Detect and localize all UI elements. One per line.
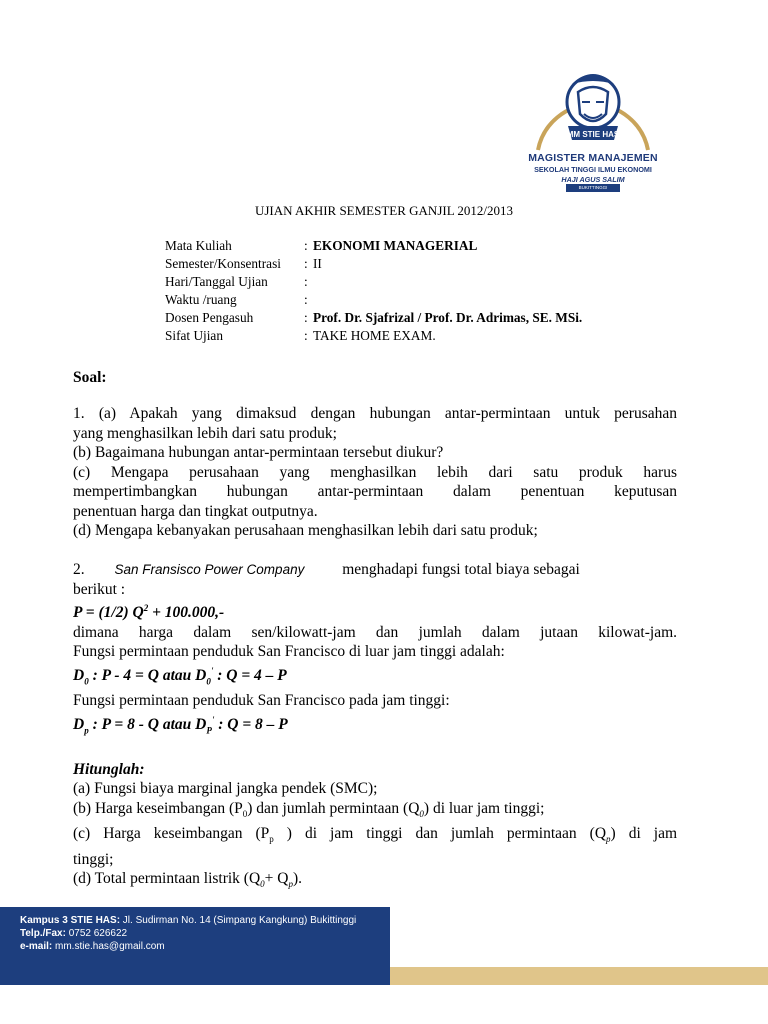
svg-text:MM STIE HAS: MM STIE HAS xyxy=(566,130,620,139)
info-label: Dosen Pengasuh xyxy=(165,310,254,325)
q2-cost-function: P = (1/2) $Q^2 + 100.000,-$ xyxy=(73,603,225,622)
q2-peak-intro: Fungsi permintaan penduduk San Francisco pada jam tinggi: xyxy=(73,692,450,710)
exam-title: UJIAN AKHIR SEMESTER GANJIL 2012/2013 xyxy=(254,203,514,218)
q2-offpeak-intro: Fungsi permintaan penduduk San Francisco di luar jam tinggi adalah: xyxy=(73,643,505,661)
logo-line-magister: MAGISTER MANAJEMEN xyxy=(528,152,658,164)
q2-d: (d) Total permintaan listrik $(Q_0+ Q_p)$. xyxy=(73,870,303,890)
footer-telp: Telp./Fax: 0752 626622 xyxy=(20,928,128,939)
institution-logo xyxy=(528,62,658,198)
q2-company: San Fransisco Power Company xyxy=(114,562,305,577)
q1-c-line1: (c) Mengapa perusahaan yang menghasilkan lebih dari satu produk harus xyxy=(73,463,677,481)
info-row-semester: Semester/Konsentrasi : II xyxy=(165,256,322,271)
exam-info xyxy=(165,237,582,345)
q2-description: dimana harga dalam sen/kilowatt-jam dan jumlah dalam jutaan kilowat-jam. xyxy=(73,623,677,641)
logo-line-school: SEKOLAH TINGGI ILMU EKONOMI xyxy=(534,165,652,174)
q1-c-line2: mempertimbangkan hubungan antar-permintaan dalam penentuan keputusan xyxy=(73,483,677,500)
q1-a-line2: yang menghasilkan lebih dari satu produk; xyxy=(73,424,337,442)
info-label: Waktu /ruang xyxy=(165,292,237,307)
info-value: II xyxy=(313,256,322,271)
soal-heading: Soal: xyxy=(73,369,107,386)
logo-line-city: BUKITTINGGI xyxy=(578,185,608,190)
q2-c-line2: tinggi; xyxy=(73,850,114,868)
q2-peak-demand: $D_p$ : P = 8 - Q atau $D_P'$ : Q = 8 – P xyxy=(73,714,288,736)
info-label: Sifat Ujian xyxy=(165,328,223,343)
q2-intro-2: berikut : xyxy=(73,580,126,598)
q2-number: 2. xyxy=(73,561,85,578)
q2-a: (a) Fungsi biaya marginal jangka pendek (SMC); xyxy=(73,780,378,798)
info-label: Semester/Konsentrasi xyxy=(165,256,281,271)
q1-c-line3: penentuan harga dan tingkat outputnya. xyxy=(73,502,318,520)
info-value: EKONOMI MANAGERIAL xyxy=(313,238,478,253)
info-value: TAKE HOME EXAM. xyxy=(313,328,436,343)
q2-b: (b) Harga keseimbangan $(P_0)$ dan jumlah permintaan $(Q_0)$ di luar jam tinggi; xyxy=(73,799,545,819)
q1-d: (d) Mengapa kebanyakan perusahaan menghasilkan lebih dari satu produk; xyxy=(73,522,538,539)
info-row-lecturer: Dosen Pengasuh : Prof. Dr. Sjafrizal / Prof. Dr. Adrimas, SE. MSi. xyxy=(165,310,583,325)
q2-offpeak-demand: $D_0$ : P - 4 = Q atau $D_0'$ : Q = 4 – P xyxy=(73,665,287,686)
q1-a-line1: 1. (a) Apakah yang dimaksud dengan hubungan antar-permintaan untuk perusahan xyxy=(73,405,677,422)
q2-c: (c) Harga keseimbangan ($P_p$ ) di jam tinggi dan jumlah permintaan $(Q_p)$ di jam xyxy=(73,825,678,845)
logo-emblem xyxy=(528,62,658,157)
question-1 xyxy=(73,404,677,541)
info-row-course: Mata Kuliah : EKONOMI MANAGERIAL xyxy=(165,238,478,253)
info-row-date: Hari/Tanggal Ujian : xyxy=(165,274,308,289)
footer-email: e-mail: mm.stie.has@gmail.com xyxy=(20,941,165,952)
q1-b: (b) Bagaimana hubungan antar-permintaan tersebut diukur? xyxy=(73,444,444,461)
footer-campus: Kampus 3 STIE HAS: Jl. Sudirman No. 14 (Simpang Kangkung) Bukittinggi xyxy=(20,915,357,926)
info-label: Mata Kuliah xyxy=(165,238,232,253)
question-2 xyxy=(73,560,677,895)
info-row-type: Sifat Ujian : TAKE HOME EXAM. xyxy=(165,328,436,343)
footer-accent-bar xyxy=(390,967,768,985)
info-label: Hari/Tanggal Ujian xyxy=(165,274,268,289)
q2-hitunglah: Hitunglah: xyxy=(73,760,145,778)
info-row-time: Waktu /ruang : xyxy=(165,292,308,307)
info-value: Prof. Dr. Sjafrizal / Prof. Dr. Adrimas, SE. MSi. xyxy=(313,310,583,325)
q2-intro-rest: menghadapi fungsi total biaya sebagai xyxy=(342,561,580,578)
footer-contact xyxy=(20,914,356,953)
q2-intro xyxy=(73,560,677,580)
logo-line-name: HAJI AGUS SALIM xyxy=(561,175,625,184)
